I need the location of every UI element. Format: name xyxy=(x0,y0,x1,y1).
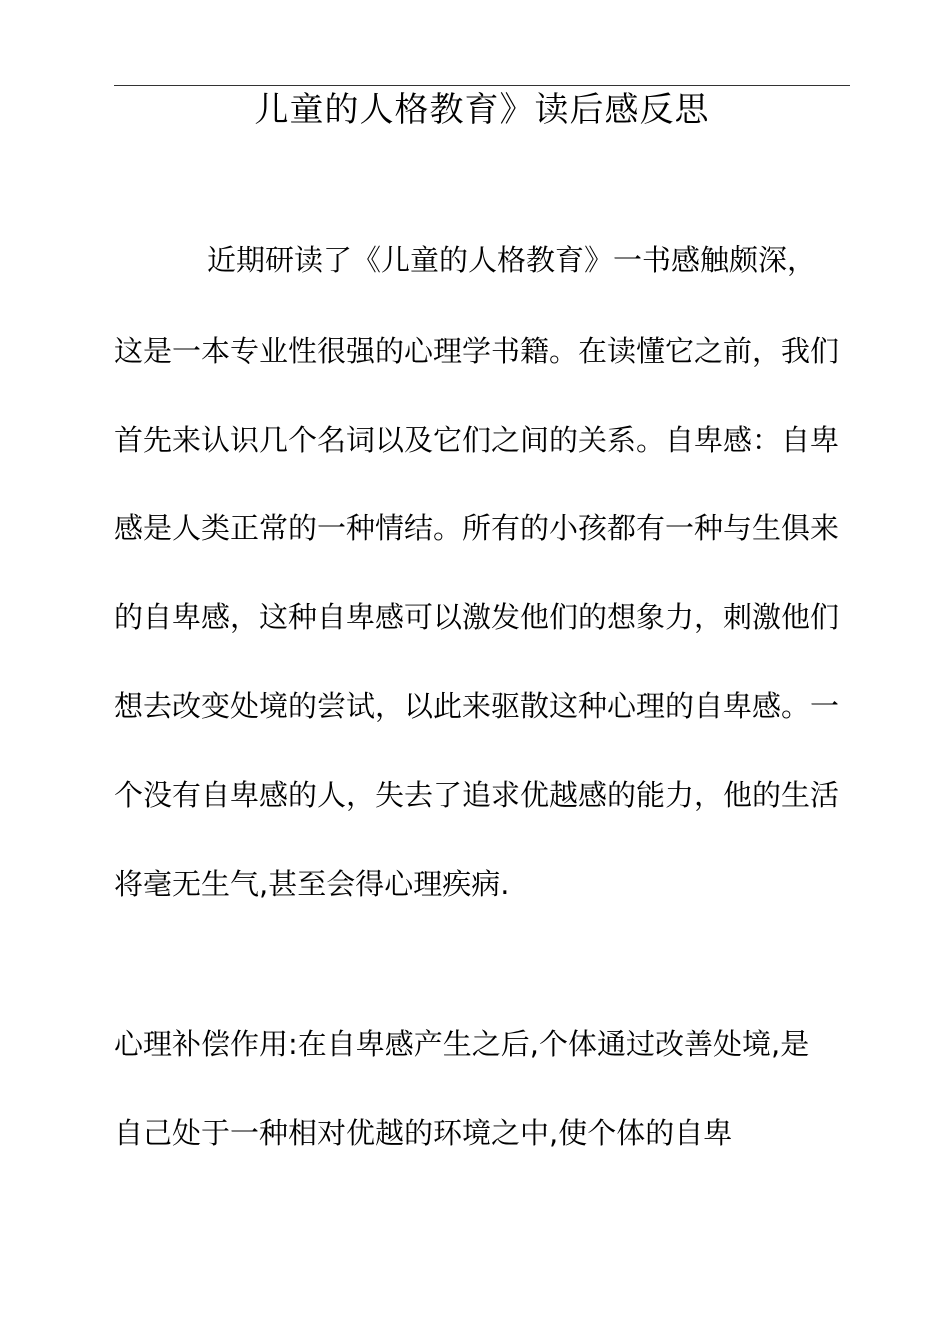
paragraph-line: 这是一本专业性很强的心理学书籍。在读懂它之前，我们 xyxy=(114,334,840,368)
paragraph-line: 个没有自卑感的人，失去了追求优越感的能力，他的生活 xyxy=(114,778,840,812)
paragraph-line: 近期研读了《儿童的人格教育》一书感触颇深， xyxy=(207,243,817,277)
document-title: 儿童的人格教育》读后感反思 xyxy=(254,90,710,130)
paragraph-line: 想去改变处境的尝试，以此来驱散这种心理的自卑感。一 xyxy=(114,689,840,723)
paragraph-line: 的自卑感，这种自卑感可以激发他们的想象力，刺激他们 xyxy=(114,600,840,634)
paragraph-line: 将毫无生气,甚至会得心理疾病. xyxy=(114,867,510,901)
header-rule xyxy=(114,85,850,86)
paragraph-line: 首先来认识几个名词以及它们之间的关系。自卑感：自卑 xyxy=(114,423,840,457)
paragraph-line: 自己处于一种相对优越的环境之中,使个体的自卑 xyxy=(114,1116,733,1150)
paragraph-line: 心理补偿作用:在自卑感产生之后,个体通过改善处境,是 xyxy=(114,1027,810,1061)
paragraph-line: 感是人类正常的一种情结。所有的小孩都有一种与生俱来 xyxy=(114,511,840,545)
